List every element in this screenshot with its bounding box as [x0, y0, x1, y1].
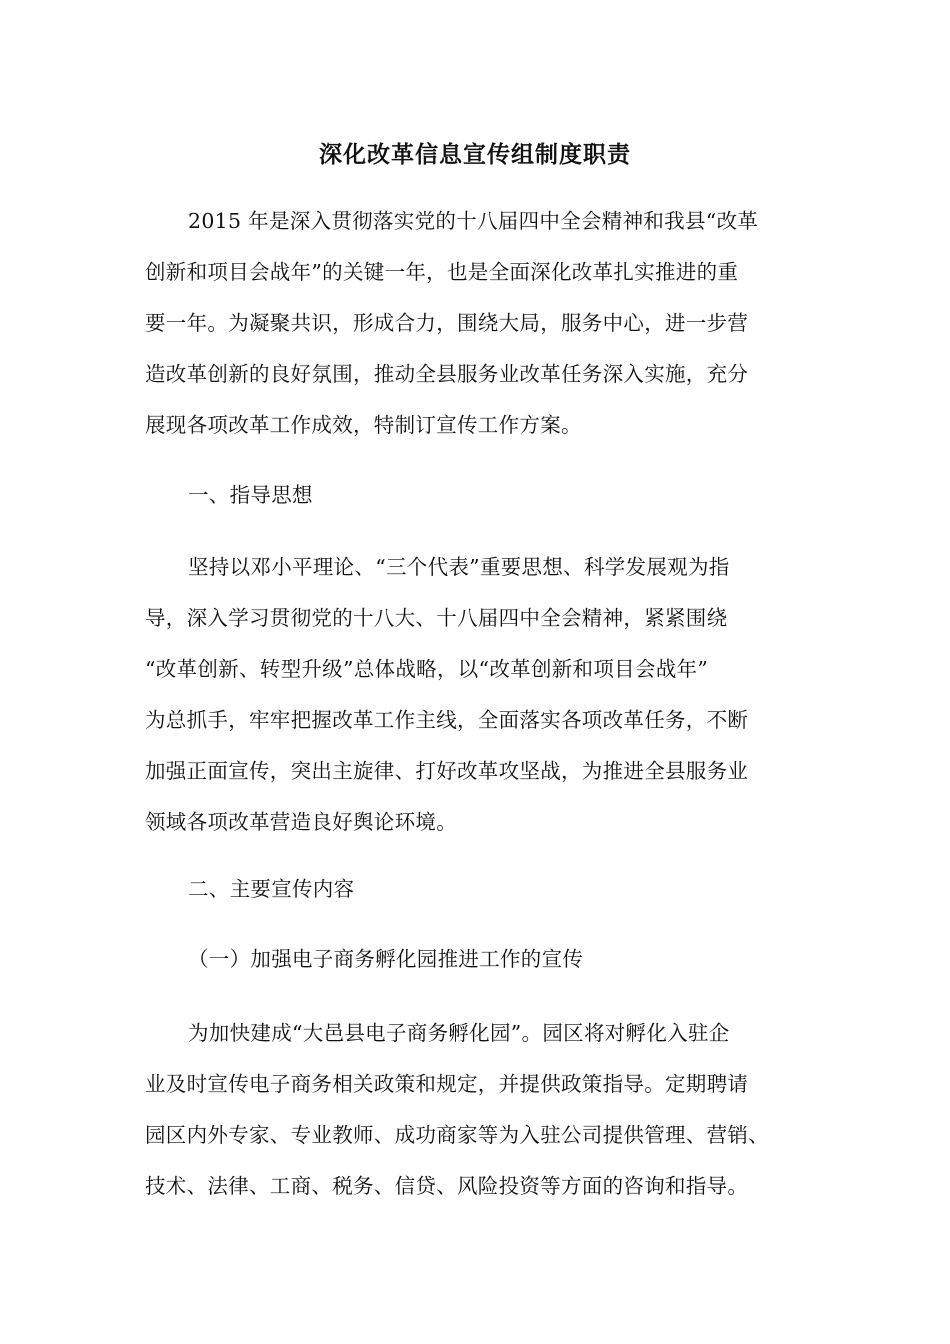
paragraph-ecommerce: [145, 1008, 825, 1212]
paragraph-line: 领域各项改革营造良好舆论环境。: [145, 810, 457, 834]
paragraph-line: 展现各项改革工作成效，特制订宣传工作方案。: [145, 413, 582, 437]
paragraph-intro: [145, 196, 825, 451]
paragraph-line: 创新和项目会战年”的关键一年，也是全面深化改革扎实推进的重: [145, 260, 739, 284]
section-heading-guiding-ideology: [145, 470, 825, 521]
section-heading: 二、主要宣传内容: [188, 877, 355, 901]
section-heading: 一、指导思想: [188, 483, 313, 507]
paragraph-line: 为加快建成“大邑县电子商务孵化园”。园区将对孵化入驻企: [188, 1021, 730, 1045]
paragraph-line: 为总抓手，牢牢把握改革工作主线，全面落实各项改革任务，不断: [145, 708, 749, 732]
paragraph-line: 导，深入学习贯彻党的十八大、十八届四中全会精神，紧紧围绕: [145, 606, 728, 630]
document-title: 深化改革信息宣传组制度职责: [319, 141, 631, 168]
paragraph-line: 园区内外专家、专业教师、成功商家等为入驻公司提供管理、营销、: [145, 1123, 769, 1147]
paragraph-line: “改革创新、转型升级”总体战略，以“改革创新和项目会战年”: [145, 657, 709, 681]
paragraph-line: 技术、法律、工商、税务、信贷、风险投资等方面的咨询和指导。: [145, 1174, 749, 1198]
paragraph-line: 业及时宣传电子商务相关政策和规定，并提供政策指导。定期聘请: [145, 1072, 749, 1096]
paragraph-line: 造改革创新的良好氛围，推动全县服务业改革任务深入实施，充分: [145, 362, 749, 386]
paragraph-line: 坚持以邓小平理论、“三个代表”重要思想、科学发展观为指: [188, 555, 730, 579]
subsection-heading-ecommerce: [145, 934, 825, 985]
paragraph-line: 要一年。为凝聚共识，形成合力，围绕大局，服务中心，进一步营: [145, 311, 749, 335]
section-heading-main-content: [145, 864, 825, 915]
paragraph-guiding-ideology: [145, 542, 825, 848]
subsection-heading: （一）加强电子商务孵化园推进工作的宣传: [188, 947, 584, 971]
paragraph-line: 2015 年是深入贯彻落实党的十八届四中全会精神和我县“改革: [188, 209, 759, 233]
paragraph-line: 加强正面宣传，突出主旋律、打好改革攻坚战，为推进全县服务业: [145, 759, 749, 783]
